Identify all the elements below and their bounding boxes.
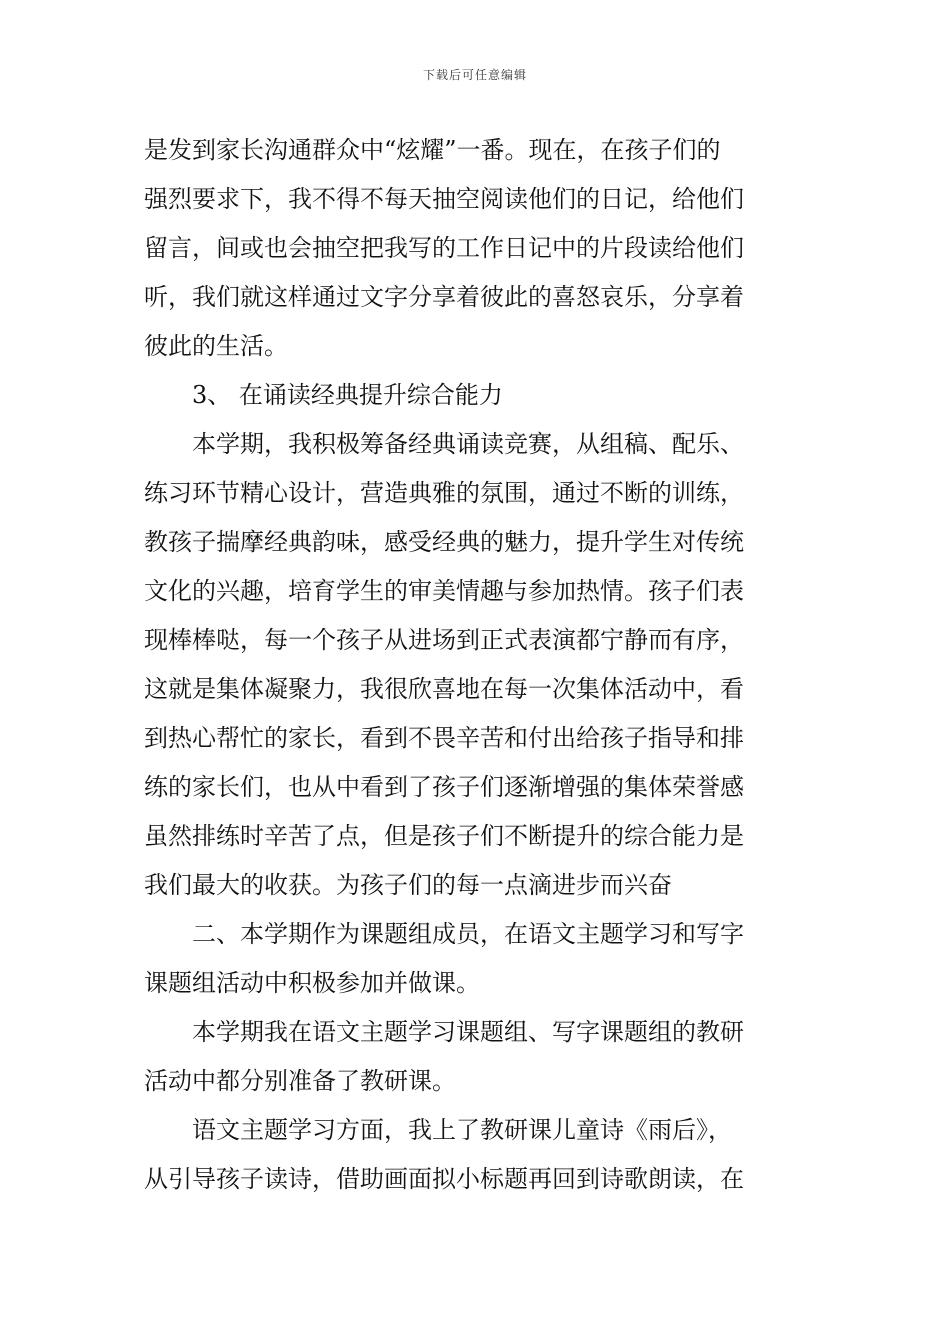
text-line: 文化的兴趣，培育学生的审美情趣与参加热情。孩子们表	[144, 577, 744, 605]
text-line: 这就是集体凝聚力，我很欣喜地在每一次集体活动中，看	[144, 675, 744, 703]
page-header-note: 下载后可任意编辑	[422, 68, 527, 82]
section-heading: 3、 在诵读经典提升综合能力	[192, 381, 503, 409]
text-line: 练的家长们，也从中看到了孩子们逐渐增强的集体荣誉感	[144, 773, 744, 801]
text-line: 本学期我在语文主题学习课题组、写字课题组的教研	[192, 1018, 744, 1046]
text-line: 本学期，我积极筹备经典诵读竞赛，从组稿、配乐、	[192, 430, 744, 458]
text-line: 语文主题学习方面，我上了教研课儿童诗《雨后》，	[192, 1116, 732, 1144]
text-line: 我们最大的收获。为孩子们的每一点滴进步而兴奋	[144, 871, 672, 899]
text-line: 活动中都分别准备了教研课。	[144, 1067, 456, 1095]
text-line: 课题组活动中积极参加并做课。	[144, 969, 480, 997]
text-line: 教孩子揣摩经典韵味，感受经典的魅力，提升学生对传统	[144, 528, 744, 556]
text-line: 听，我们就这样通过文字分享着彼此的喜怒哀乐，分享着	[144, 283, 744, 311]
text-line: 现棒棒哒，每一个孩子从进场到正式表演都宁静而有序，	[144, 626, 744, 654]
text-line: 到热心帮忙的家长，看到不畏辛苦和付出给孩子指导和排	[144, 724, 744, 752]
text-line: 虽然排练时辛苦了点，但是孩子们不断提升的综合能力是	[144, 822, 744, 850]
text-line: 强烈要求下，我不得不每天抽空阅读他们的日记，给他们	[144, 185, 744, 213]
text-line: 是发到家长沟通群众中“炫耀”一番。现在，在孩子们的	[144, 136, 721, 164]
text-line: 彼此的生活。	[144, 332, 288, 360]
text-line: 从引导孩子读诗，借助画面拟小标题再回到诗歌朗读，在	[144, 1165, 744, 1193]
document-body	[144, 126, 808, 1204]
text-line: 留言，间或也会抽空把我写的工作日记中的片段读给他们	[144, 234, 744, 262]
text-line: 练习环节精心设计，营造典雅的氛围，通过不断的训练，	[144, 479, 744, 507]
section-heading: 二、本学期作为课题组成员，在语文主题学习和写字	[192, 920, 744, 948]
